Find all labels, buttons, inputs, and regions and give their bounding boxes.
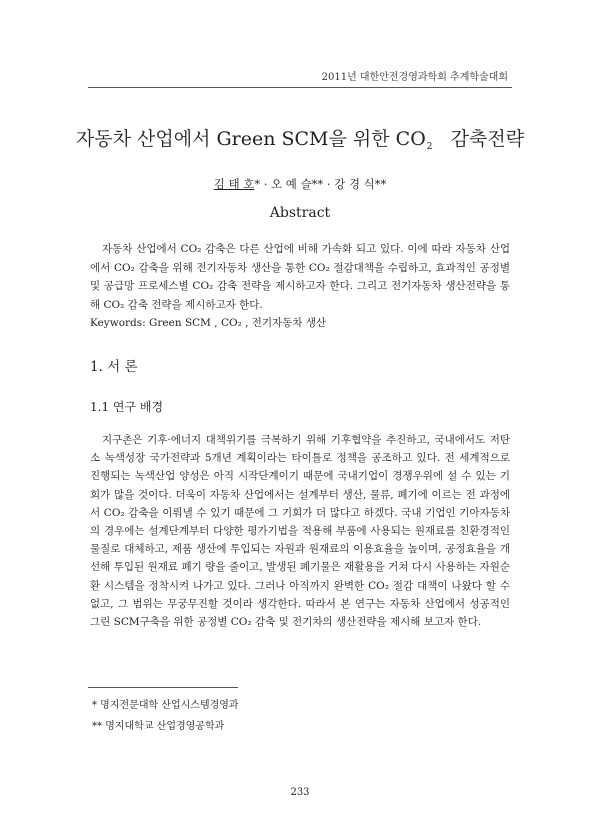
footnote-rule bbox=[88, 687, 238, 688]
subsection-title: 1.1 연구 배경 bbox=[90, 400, 164, 414]
title-subscript: 2 bbox=[426, 142, 433, 152]
first-author-mark: * bbox=[254, 177, 261, 191]
title-tail: 감축전략 bbox=[450, 128, 525, 150]
body-paragraph-block bbox=[90, 431, 510, 631]
footnote-1: * 명지전문대학 산업시스템경영과 bbox=[92, 700, 239, 711]
section-title: 1. 서 론 bbox=[90, 359, 138, 375]
body-paragraph: 지구촌은 기후·에너지 대책위기를 극복하기 위해 기후협약을 추진하고, 국내에서도 저탄소 녹색성장 국가전략과 5개년 계획이라는 타이틀로 정책을 공조하고 있다. 전 세계적으로 진행되는 녹색산업 양성은 아직 시작단계이기 때문에 국내기업이 경쟁우위에 설 수 있는 기회가 많을 것이다. 더욱이 자동차 산업에서는 설계부터 생산, 물류, 폐기에 이르는 전 과정에서 CO₂ 감축을 이뤄낼 수 있기 때문에 그 기회가 더 많다고 하겠다. 국내 기업인 기아자동차의 경우에는 설계단계부터 다양한 평가기법을 적용해 부품에 사용되는 원재료를 친환경적인 물질로 대체하고, 제품 생산에 투입되는 자원과 원재료의 이용효율을 높이며, 공정효율을 개선해 투입된 원재료 폐기 량을 줄이고, 발생된 폐기물은 재활용을 거쳐 다시 사용하는 자원순환 시스템을 정착시켜 나가고 있다. 그러나 아직까지 완벽한 CO₂ 절감 대책이 나왔다 할 수 없고, 그 범위는 무궁무진할 것이라 생각한다. 따라서 본 연구는 자동차 산업에서 성공적인 그린 SCM구축을 위한 공정별 CO₂ 감축 및 전기차의 생산전략을 제시해 보고자 한다. bbox=[90, 434, 510, 629]
first-author: 김 태 호 bbox=[213, 177, 255, 191]
header-rule bbox=[88, 87, 512, 88]
author-line bbox=[0, 176, 600, 192]
keywords: Keywords: Green SCM , CO₂ , 전기자동차 생산 bbox=[90, 317, 327, 329]
abstract-heading: Abstract bbox=[269, 205, 331, 221]
other-authors: · 오 예 슬** · 강 경 식** bbox=[260, 177, 387, 191]
abstract-block bbox=[90, 240, 510, 333]
footnote-2: ** 명지대학교 산업경영공학과 bbox=[92, 721, 225, 732]
running-header: 2011년 대한안전경영과학회 추계학술대회 bbox=[321, 72, 508, 83]
page-number: 233 bbox=[290, 787, 310, 798]
abstract-text: 자동차 산업에서 CO₂ 감축은 다른 산업에 비해 가속화 되고 있다. 이에 따라 자동차 산업에서 CO₂ 감축을 위해 전기자동차 생산을 통한 CO₂ 절감대책을 수립하고, 효과적인 공정별 및 공급망 프로세스별 CO₂ 감축 전략을 제시하고자 한다. 그리고 전기자동차 생산전략을 통해 CO₂ 감축 전략을 제시하고자 한다. bbox=[90, 243, 510, 311]
paper-title bbox=[0, 124, 600, 152]
title-main: 자동차 산업에서 Green SCM을 위한 CO bbox=[75, 128, 426, 150]
